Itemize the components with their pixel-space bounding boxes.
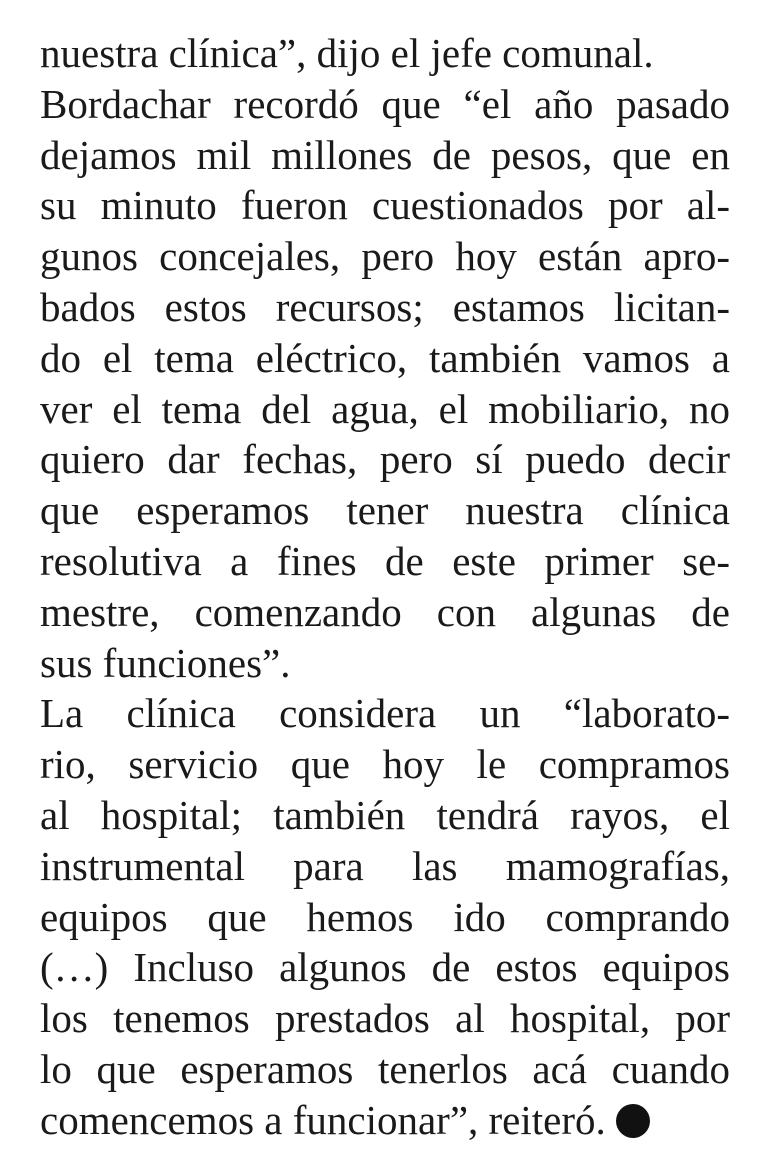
text-line: al hospital; también tendrá rayos, el — [40, 791, 730, 838]
text-line: su minuto fueron cuestionados por al- — [40, 182, 730, 229]
text-line: La clínica considera un “laborato- — [40, 690, 730, 737]
text-line-final — [40, 1095, 730, 1146]
article-column — [40, 28, 730, 1146]
text-line: rio, servicio que hoy le compramos — [40, 741, 730, 788]
text-line: dejamos mil millones de pesos, que en — [40, 131, 730, 178]
text-line: (…) Incluso algunos de estos equipos — [40, 944, 730, 991]
text-line: mestre, comenzando con algunas de — [40, 588, 730, 635]
text-line: que esperamos tener nuestra clínica — [40, 487, 730, 534]
text-line: equipos que hemos ido comprando — [40, 893, 730, 940]
text-line: ver el tema del agua, el mobiliario, no — [40, 385, 730, 432]
text-line: nuestra clínica”, dijo el jefe comunal. — [40, 30, 654, 76]
text-line: Bordachar recordó que “el año pasado — [40, 80, 730, 127]
text-line: instrumental para las mamografías, — [40, 842, 730, 889]
text-line: do el tema eléctrico, también vamos a — [40, 334, 730, 381]
end-of-article-icon — [616, 1104, 650, 1138]
text-line: bados estos recursos; estamos licitan- — [40, 283, 730, 330]
text-line: los tenemos prestados al hospital, por — [40, 995, 730, 1042]
text-line: resolutiva a fines de este primer se- — [40, 537, 730, 584]
text-line: sus funciones”. — [40, 639, 291, 686]
final-line-text: comencemos a funcionar”, reiteró. — [40, 1096, 606, 1143]
text-line: gunos concejales, pero hoy están apro- — [40, 233, 730, 280]
text-line: quiero dar fechas, pero sí puedo decir — [40, 436, 730, 483]
text-line: lo que esperamos tenerlos acá cuando — [40, 1045, 730, 1092]
